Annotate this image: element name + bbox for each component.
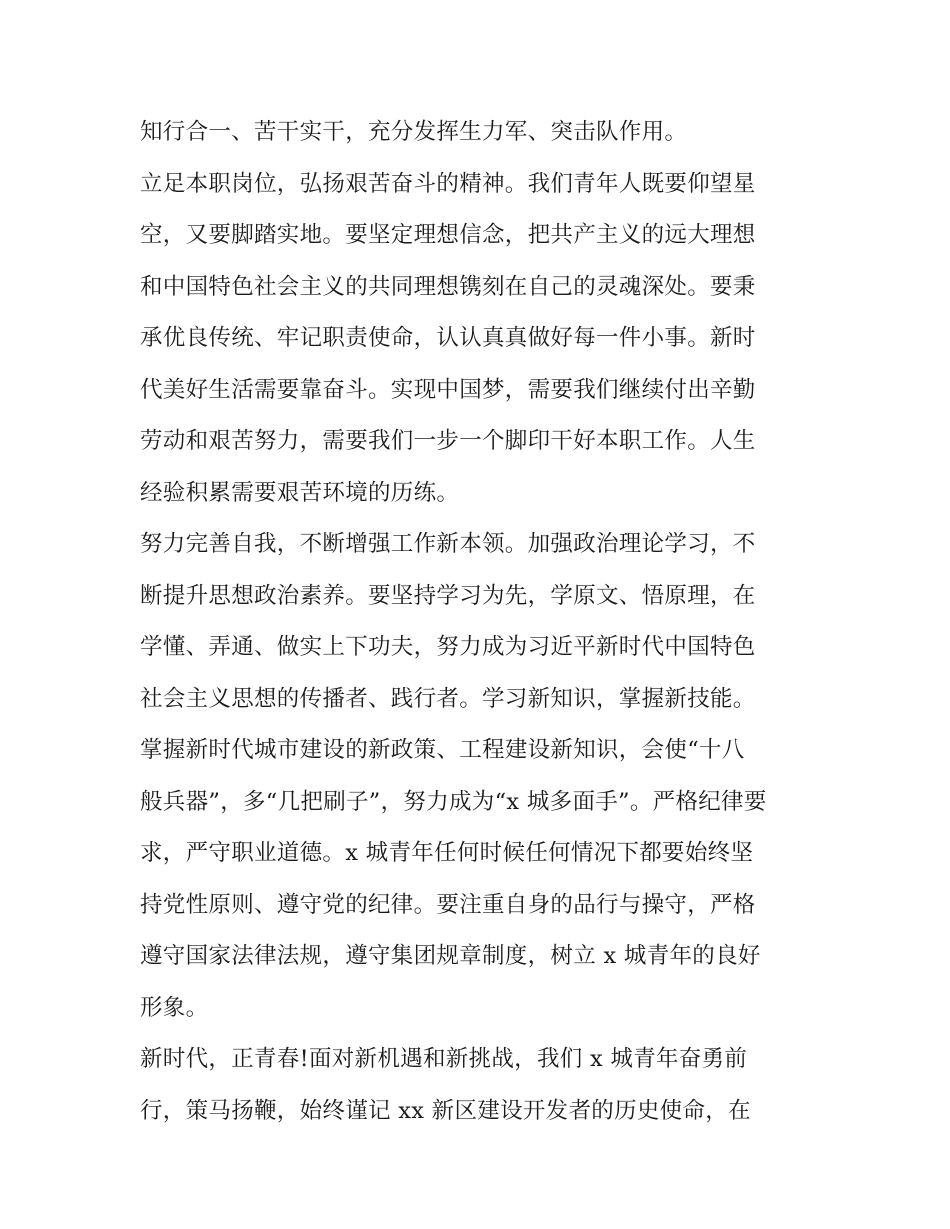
text-line: 和中国特色社会主义的共同理想镌刻在自己的灵魂深处。要秉 xyxy=(140,273,756,300)
text-line: 代美好生活需要靠奋斗。实现中国梦，需要我们继续付出辛勤 xyxy=(140,376,756,403)
text-line: 求，严守职业道德。x 城青年任何时候任何情况下都要始终坚 xyxy=(140,840,754,866)
text-line: 掌握新时代城市建设的新政策、工程建设新知识，会使“十八 xyxy=(140,737,745,763)
text-line: 遵守国家法律法规，遵守集团规章制度，树立 x 城青年的良好 xyxy=(140,943,761,969)
text-line: 经验积累需要艰苦环境的历练。 xyxy=(140,479,460,506)
text-line: 空，又要脚踏实地。要坚定理想信念，把共产主义的远大理想 xyxy=(140,222,756,248)
text-line: 持党性原则、遵守党的纪律。要注重自身的品行与操守，严格 xyxy=(140,891,756,918)
text-line: 新时代，正青春!面对新机遇和新挑战，我们 x 城青年奋勇前 xyxy=(140,1046,748,1072)
text-line: 形象。 xyxy=(140,994,209,1021)
body-text xyxy=(140,107,820,1137)
text-line: 断提升思想政治素养。要坚持学习为先，学原文、悟原理，在 xyxy=(140,582,756,609)
text-line: 承优良传统、牢记职责使命，认认真真做好每一件小事。新时 xyxy=(140,325,756,351)
text-line: 般兵器”，多“几把刷子”，努力成为“x 城多面手”。严格纪律要 xyxy=(140,788,767,815)
text-line: 劳动和艰苦努力，需要我们一步一个脚印干好本职工作。人生 xyxy=(140,428,756,454)
text-line: 努力完善自我，不断增强工作新本领。加强政治理论学习，不 xyxy=(140,531,756,557)
text-line: 社会主义思想的传播者、践行者。学习新知识，掌握新技能。 xyxy=(140,685,756,712)
text-line: 立足本职岗位，弘扬艰苦奋斗的精神。我们青年人既要仰望星 xyxy=(140,170,756,197)
text-line: 学懂、弄通、做实上下功夫，努力成为习近平新时代中国特色 xyxy=(140,634,756,660)
text-line: 知行合一、苦干实干，充分发挥生力军、突击队作用。 xyxy=(140,119,688,145)
text-line: 行，策马扬鞭，始终谨记 xx 新区建设开发者的历史使命，在 xyxy=(140,1097,751,1124)
